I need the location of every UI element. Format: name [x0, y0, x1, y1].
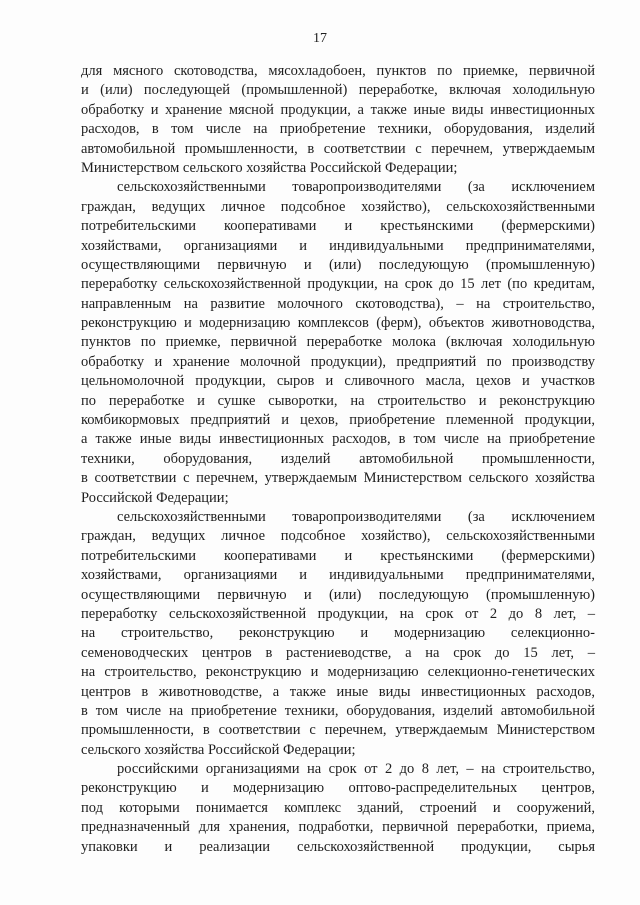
text-line: хозяйствами, организациями и индивидуальными предпринимателями,	[81, 237, 595, 254]
text-line: сельскохозяйственными товаропроизводителями (за исключением	[117, 179, 595, 196]
text-line: переработку сельскохозяйственной продукции, на срок от 2 до 8 лет, –	[81, 605, 595, 622]
text-line: центров в животноводстве, а также иные виды инвестиционных расходов,	[81, 683, 595, 700]
text-line: а также иные виды инвестиционных расходов, в том числе на приобретение	[81, 431, 595, 448]
text-line: цельномолочной продукции, сыров и сливочного масла, цехов и участков	[81, 373, 595, 390]
paragraph	[81, 760, 595, 857]
text-line: по переработке и сушке сыворотки, на строительство и реконструкцию	[81, 392, 595, 409]
text-line: реконструкцию и модернизацию оптово-распределительных центров,	[81, 780, 595, 797]
paragraph	[81, 508, 595, 760]
page-number: 17	[313, 31, 327, 46]
text-line: упаковки и реализации сельскохозяйственной продукции, сырья	[81, 838, 595, 855]
text-line: сельскохозяйственными товаропроизводителями (за исключением	[117, 508, 595, 525]
text-line: комбикормовых предприятий и цехов, приобретение племенной продукции,	[81, 412, 595, 429]
text-line: направленным на развитие молочного скотоводства), – на строительство,	[81, 295, 595, 312]
text-line: на строительство, реконструкцию и модернизацию селекционно-	[81, 625, 595, 642]
text-line: на строительство, реконструкцию и модернизацию селекционно-генетических	[81, 664, 595, 681]
text-line: под которыми понимается комплекс зданий, строений и сооружений,	[81, 799, 595, 816]
text-line: граждан, ведущих личное подсобное хозяйство), сельскохозяйственными	[81, 198, 595, 215]
paragraph	[81, 62, 595, 178]
text-line: потребительскими кооперативами и крестьянскими (фермерскими)	[81, 218, 595, 235]
text-line: Российской Федерации;	[81, 489, 229, 506]
text-line: обработку и хранение мясной продукции, а также иные виды инвестиционных	[81, 101, 595, 118]
text-line: граждан, ведущих личное подсобное хозяйство), сельскохозяйственными	[81, 528, 595, 545]
text-line: для мясного скотоводства, мясохладобоен, пунктов по приемке, первичной	[81, 63, 595, 79]
text-line: и (или) последующей (промышленной) переработке, включая холодильную	[81, 82, 595, 99]
text-line: пунктов по приемке, первичной переработке молока (включая холодильную	[81, 334, 595, 351]
text-line: предназначенный для хранения, подработки, первичной переработки, приема,	[81, 819, 595, 836]
text-line: осуществляющими первичную и (или) последующую (промышленную)	[81, 586, 595, 603]
text-line: семеноводческих центров в растениеводстве, а на срок до 15 лет, –	[81, 644, 595, 661]
text-line: в том числе на приобретение техники, оборудования, изделий автомобильной	[81, 702, 595, 719]
text-line: сельского хозяйства Российской Федерации;	[81, 741, 356, 758]
text-line: осуществляющими первичную и (или) последующую (промышленную)	[81, 256, 595, 273]
text-line: российскими организациями на срок от 2 до 8 лет, – на строительство,	[117, 761, 595, 778]
text-line: хозяйствами, организациями и индивидуальными предпринимателями,	[81, 567, 595, 584]
text-line: в соответствии с перечнем, утверждаемым Министерством сельского хозяйства	[81, 470, 595, 487]
text-line: обработку и хранение молочной продукции), предприятий по производству	[81, 353, 595, 370]
text-line: потребительскими кооперативами и крестьянскими (фермерскими)	[81, 547, 595, 564]
text-line: расходов, в том числе на приобретение техники, оборудования, изделий	[81, 121, 595, 138]
document-body	[81, 62, 595, 857]
text-line: Министерством сельского хозяйства Российской Федерации;	[81, 159, 458, 176]
text-line: техники, оборудования, изделий автомобильной промышленности,	[81, 450, 595, 467]
text-line: автомобильной промышленности, в соответствии с перечнем, утверждаемым	[81, 140, 595, 157]
text-line: реконструкцию и модернизацию комплексов (ферм), объектов животноводства,	[81, 315, 595, 332]
text-line: промышленности, в соответствии с перечнем, утверждаемым Министерством	[81, 722, 595, 739]
text-line: переработку сельскохозяйственной продукции, на срок до 15 лет (по кредитам,	[81, 276, 595, 293]
paragraph	[81, 178, 595, 508]
